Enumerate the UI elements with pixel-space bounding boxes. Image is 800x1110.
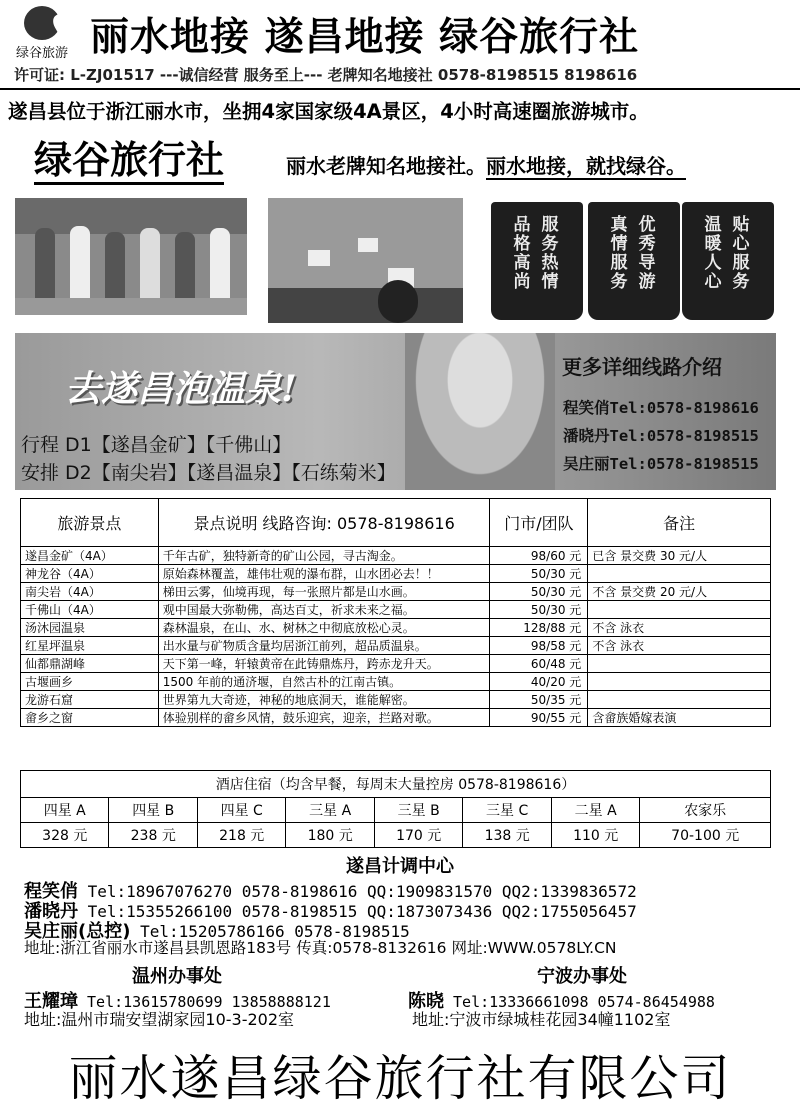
hotel-type-cell: 三星 C xyxy=(463,798,551,823)
spot-price-cell: 50/30 元 xyxy=(490,601,588,619)
hotspring-headline: 去遂昌泡温泉! xyxy=(65,368,297,410)
contact-name: 潘晓丹 xyxy=(24,901,78,922)
table-row xyxy=(21,547,771,565)
contact-name: 陈晓 xyxy=(408,991,444,1012)
spot-desc-cell: 观中国最大弥勒佛，高达百丈，祈求未来之福。 xyxy=(158,601,490,619)
scenic-spots-table xyxy=(20,498,771,727)
spot-desc-cell: 原始森林覆盖，雄伟壮观的瀑布群，山水团必去！！ xyxy=(158,565,490,583)
banner-col: 贴心服务 xyxy=(732,215,750,292)
spot-desc-cell: 千年古矿，独特新奇的矿山公园，寻古淘金。 xyxy=(158,547,490,565)
table-row xyxy=(21,637,771,655)
banner-contact: 潘晓丹Tel:0578-8198515 xyxy=(563,427,759,445)
banner-col: 真情服务 xyxy=(610,215,628,292)
hotel-price-cell: 328 元 xyxy=(21,823,109,848)
company-full-name: 丽水遂昌绿谷旅行社有限公司 xyxy=(68,1050,732,1107)
center-address: 地址:浙江省丽水市遂昌县凯恩路183号 传真:0578-8132616 网址:WWW.0578LY.CN xyxy=(24,939,617,957)
spot-name-cell: 古堰画乡 xyxy=(21,673,159,691)
mountain-leaf-icon xyxy=(24,6,60,40)
column-header: 景点说明 线路咨询: 0578-8198616 xyxy=(158,499,490,547)
table-row xyxy=(21,691,771,709)
divider xyxy=(0,88,800,90)
column-header: 门市/团队 xyxy=(490,499,588,547)
contact-name: 程笑俏 xyxy=(24,881,78,902)
table-row xyxy=(21,619,771,637)
spot-desc-cell: 1500 年前的通济堰，自然古朴的江南古镇。 xyxy=(158,673,490,691)
spot-name-cell: 汤沐园温泉 xyxy=(21,619,159,637)
table-row xyxy=(21,673,771,691)
spot-note-cell xyxy=(588,565,771,583)
contact-name: 王耀璋 xyxy=(24,991,78,1012)
hotel-price-cell: 138 元 xyxy=(463,823,551,848)
hotel-price-cell: 110 元 xyxy=(551,823,639,848)
contact-info: Tel:15205786166 0578-8198515 xyxy=(130,922,410,941)
spot-name-cell: 千佛山（4A） xyxy=(21,601,159,619)
spot-note-cell: 不含 泳衣 xyxy=(588,619,771,637)
slogan-part-a: 丽水老牌知名地接社。 xyxy=(286,154,486,178)
hotel-type-cell: 二星 A xyxy=(551,798,639,823)
banner-model-image xyxy=(405,333,555,490)
hotel-type-cell: 四星 B xyxy=(109,798,197,823)
logo-text: 绿谷旅游 xyxy=(15,46,68,61)
honor-banner xyxy=(588,202,680,320)
table-row xyxy=(21,655,771,673)
spot-price-cell: 98/58 元 xyxy=(490,637,588,655)
spot-name-cell: 仙都鼎湖峰 xyxy=(21,655,159,673)
table-row xyxy=(21,709,771,727)
contact-info: Tel:13336661098 0574-86454988 xyxy=(444,993,715,1011)
ningbo-address: 地址:宁波市绿城桂花园34幢1102室 xyxy=(412,1010,671,1029)
spot-price-cell: 128/88 元 xyxy=(490,619,588,637)
spot-price-cell: 98/60 元 xyxy=(490,547,588,565)
wenzhou-office-title: 温州办事处 xyxy=(132,966,222,987)
hotel-caption: 酒店住宿（均含早餐，每周末大量控房 0578-8198616） xyxy=(21,771,771,798)
spot-note-cell xyxy=(588,673,771,691)
spot-desc-cell: 世界第九大奇迹，神秘的地底洞天，谁能解密。 xyxy=(158,691,490,709)
more-routes-title: 更多详细线路介绍 xyxy=(562,355,722,379)
hotel-type-cell: 三星 A xyxy=(286,798,374,823)
spot-note-cell xyxy=(588,655,771,673)
spot-desc-cell: 森林温泉，在山、水、树林之中彻底放松心灵。 xyxy=(158,619,490,637)
spot-note-cell xyxy=(588,691,771,709)
ningbo-office-title: 宁波办事处 xyxy=(537,966,627,987)
spot-desc-cell: 梯田云雾，仙境再现，每一张照片都是山水画。 xyxy=(158,583,490,601)
honor-banner xyxy=(682,202,774,320)
hotspring-banner xyxy=(15,333,776,490)
spot-note-cell: 已含 景交费 30 元/人 xyxy=(588,547,771,565)
honor-banner xyxy=(491,202,583,320)
spot-name-cell: 神龙谷（4A） xyxy=(21,565,159,583)
itinerary-d1: 行程 D1【遂昌金矿】【千佛山】 xyxy=(21,434,292,456)
spot-desc-cell: 出水量与矿物质含量均居浙江前列，超品质温泉。 xyxy=(158,637,490,655)
spot-name-cell: 红星坪温泉 xyxy=(21,637,159,655)
hotel-type-cell: 四星 A xyxy=(21,798,109,823)
hotel-type-cell: 农家乐 xyxy=(640,798,771,823)
hotel-price-cell: 170 元 xyxy=(374,823,462,848)
table-row xyxy=(21,565,771,583)
wenzhou-address: 地址:温州市瑞安望湖家园10-3-202室 xyxy=(24,1010,295,1029)
spot-name-cell: 龙游石窟 xyxy=(21,691,159,709)
contact-info: Tel:18967076270 0578-8198616 QQ:1909831570 QQ2:1339836572 xyxy=(78,882,637,901)
table-row xyxy=(21,583,771,601)
contact-name: 吴庄丽(总控) xyxy=(24,921,131,942)
spot-price-cell: 50/30 元 xyxy=(490,583,588,601)
spot-price-cell: 40/20 元 xyxy=(490,673,588,691)
spot-note-cell xyxy=(588,601,771,619)
hotel-type-row xyxy=(21,798,771,823)
dispatch-center-title: 遂昌计调中心 xyxy=(346,856,454,877)
itinerary-d2: 安排 D2【南尖岩】【遂昌温泉】【石练菊米】 xyxy=(21,462,396,484)
spot-note-cell: 不含 景交费 20 元/人 xyxy=(588,583,771,601)
contact-info: Tel:13615780699 13858888121 xyxy=(78,993,331,1011)
banner-col: 服务热情 xyxy=(541,215,559,292)
spot-price-cell: 50/30 元 xyxy=(490,565,588,583)
banner-col: 品格高尚 xyxy=(513,215,531,292)
hotel-price-table xyxy=(20,770,771,848)
spot-desc-cell: 天下第一峰，轩辕黄帝在此铸鼎炼丹，跨赤龙升天。 xyxy=(158,655,490,673)
slogan-part-b: 丽水地接，就找绿谷。 xyxy=(486,154,686,178)
spot-price-cell: 90/55 元 xyxy=(490,709,588,727)
company-logo xyxy=(6,4,78,62)
hotel-price-cell: 238 元 xyxy=(109,823,197,848)
spot-name-cell: 畲乡之窗 xyxy=(21,709,159,727)
brand-name: 绿谷旅行社 xyxy=(34,138,224,185)
column-header: 备注 xyxy=(588,499,771,547)
banner-col: 优秀导游 xyxy=(638,215,656,292)
hotel-price-row xyxy=(21,823,771,848)
group-photo xyxy=(15,198,247,315)
spot-price-cell: 60/48 元 xyxy=(490,655,588,673)
hotel-type-cell: 四星 C xyxy=(197,798,285,823)
hotel-price-cell: 180 元 xyxy=(286,823,374,848)
column-header: 旅游景点 xyxy=(21,499,159,547)
spot-desc-cell: 体验别样的畲乡风情，鼓乐迎宾，迎亲，拦路对歌。 xyxy=(158,709,490,727)
banner-contact: 程笑俏Tel:0578-8198616 xyxy=(563,399,759,417)
license-line: 许可证: L-ZJ01517 ---诚信经营 服务至上--- 老牌知名地接社 0578-8198515 8198616 xyxy=(14,66,638,84)
hotel-price-cell: 70-100 元 xyxy=(640,823,771,848)
hotel-price-cell: 218 元 xyxy=(197,823,285,848)
intro-text: 遂昌县位于浙江丽水市，坐拥4家国家级4A景区，4小时高速圈旅游城市。 xyxy=(8,100,649,123)
hotel-type-cell: 三星 B xyxy=(374,798,462,823)
office-photo xyxy=(268,198,463,323)
table-row xyxy=(21,601,771,619)
banner-contact: 吴庄丽Tel:0578-8198515 xyxy=(563,455,759,473)
banner-col: 温暖人心 xyxy=(704,215,722,292)
spot-name-cell: 遂昌金矿（4A） xyxy=(21,547,159,565)
brand-slogan xyxy=(286,150,686,179)
spot-name-cell: 南尖岩（4A） xyxy=(21,583,159,601)
page-title: 丽水地接 遂昌地接 绿谷旅行社 xyxy=(90,15,640,60)
contact-info: Tel:15355266100 0578-8198515 QQ:1873073436 QQ2:1755056457 xyxy=(78,902,637,921)
spot-note-cell: 含畲族婚嫁表演 xyxy=(588,709,771,727)
spot-note-cell: 不含 泳衣 xyxy=(588,637,771,655)
spot-price-cell: 50/35 元 xyxy=(490,691,588,709)
table-header-row xyxy=(21,499,771,547)
